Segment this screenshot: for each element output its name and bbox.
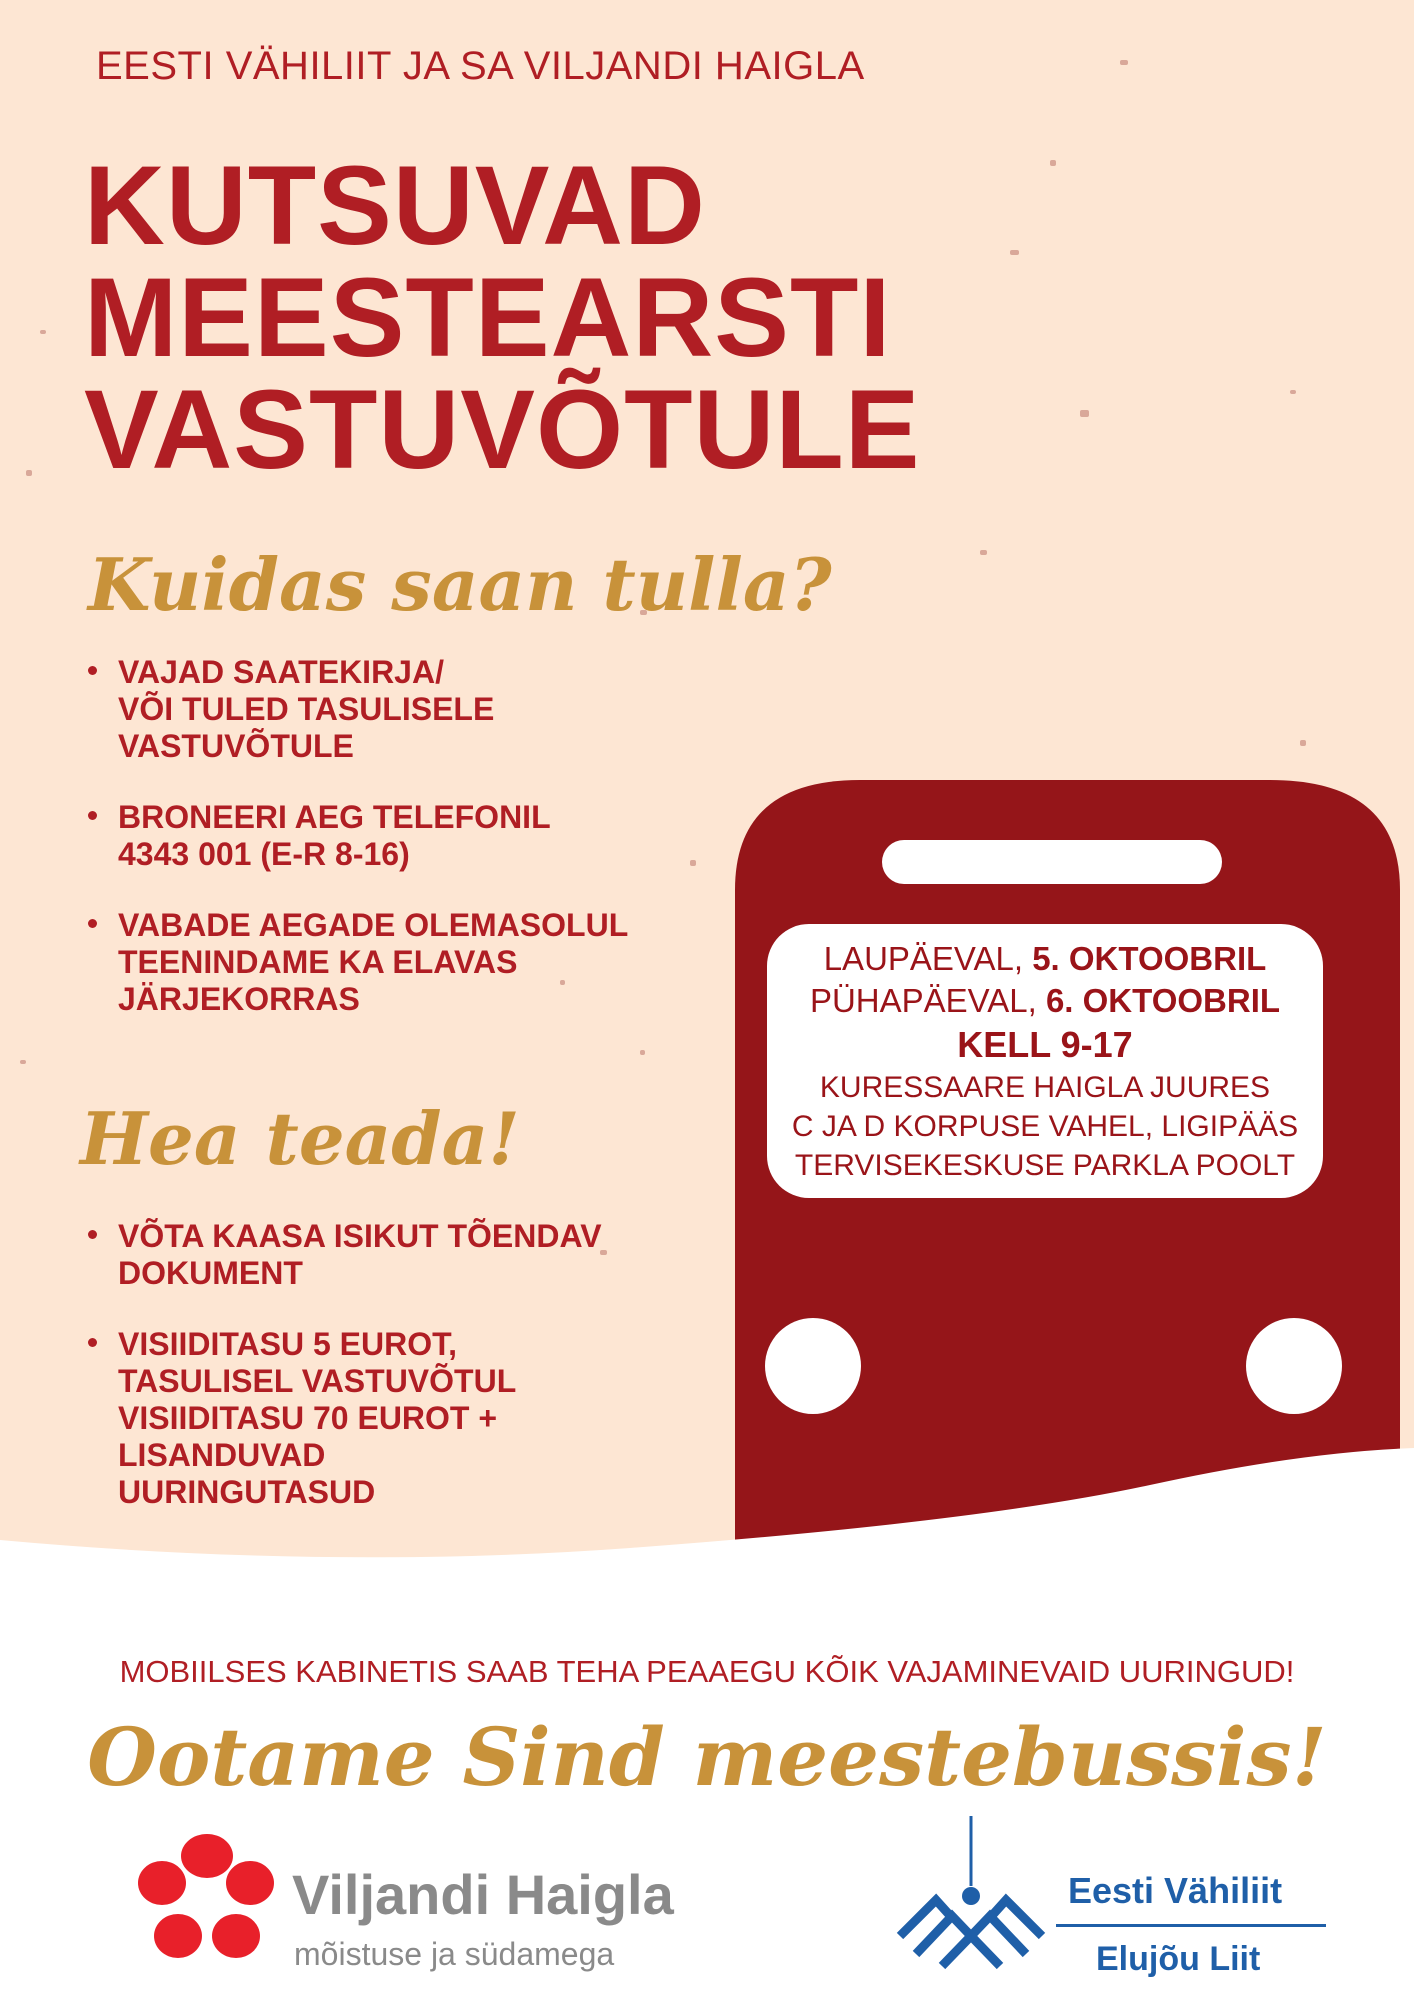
- logo-divider: [1056, 1924, 1326, 1927]
- vahiliit-emblem-icon: [896, 1816, 1066, 1986]
- sign-location-line: TERVISEKESKUSE PARKLA POOLT: [794, 1149, 1296, 1182]
- invitation-text: Ootame Sind meestebussis!: [87, 1710, 1327, 1804]
- list-item: VISIIDITASU 5 EUROT, TASULISEL VASTUVÕTUL VISIIDITASU 70 EUROT + LISANDUVAD UURINGUTASUD: [88, 1326, 602, 1511]
- logo-name-secondary: Elujõu Liit: [1096, 1940, 1261, 1978]
- sign-location-line: KURESSAARE HAIGLA JUURES: [819, 1071, 1271, 1104]
- organizers-line: EESTI VÄHILIIT JA SA VILJANDI HAIGLA: [96, 44, 865, 88]
- services-note: MOBIILSES KABINETIS SAAB TEHA PEAAEGU KÕIK VAJAMINEVAID UURINGUD!: [119, 1654, 1295, 1689]
- bus-sign: [767, 924, 1323, 1198]
- list-item: VABADE AEGADE OLEMASOLUL TEENINDAME KA ELAVAS JÄRJEKORRAS: [88, 907, 628, 1018]
- sign-location-line: C JA D KORPUSE VAHEL, LIGIPÄÄS: [791, 1110, 1299, 1143]
- sign-day-1: LAUPÄEVAL, 5. OKTOOBRIL: [823, 940, 1267, 977]
- headline-line: VASTUVÕTULE: [84, 367, 921, 492]
- eesti-vahiliit-logo: [896, 1816, 1283, 1991]
- sign-day-2: PÜHAPÄEVAL, 6. OKTOOBRIL: [809, 982, 1281, 1019]
- list-item: VÕTA KAASA ISIKUT TÕENDAV DOKUMENT: [88, 1218, 602, 1292]
- how-to-come-title: Kuidas saan tulla?: [88, 542, 832, 627]
- bus-headlight-left: [765, 1318, 861, 1414]
- logo-name: Viljandi Haigla: [292, 1863, 674, 1926]
- bus-headlight-right: [1246, 1318, 1342, 1414]
- bus-destination-slot: [882, 840, 1222, 884]
- viljandi-haigla-logo: [132, 1828, 674, 1983]
- logo-name-primary: Eesti Vähiliit: [1068, 1870, 1283, 1911]
- logo-tagline: mõistuse ja südamega: [294, 1936, 615, 1972]
- headline-line: KUTSUVAD: [84, 143, 706, 268]
- list-item: BRONEERI AEG TELEFONIL 4343 001 (E-R 8-16): [88, 799, 628, 873]
- flower-logo-icon: [132, 1828, 282, 1978]
- good-to-know-title: Hea teada!: [80, 1096, 520, 1181]
- sign-time: KELL 9-17: [957, 1024, 1133, 1065]
- headline-line: MEESTEARSTI: [84, 255, 892, 380]
- list-item: VAJAD SAATEKIRJA/ VÕI TULED TASULISELE VASTUVÕTULE: [88, 654, 628, 765]
